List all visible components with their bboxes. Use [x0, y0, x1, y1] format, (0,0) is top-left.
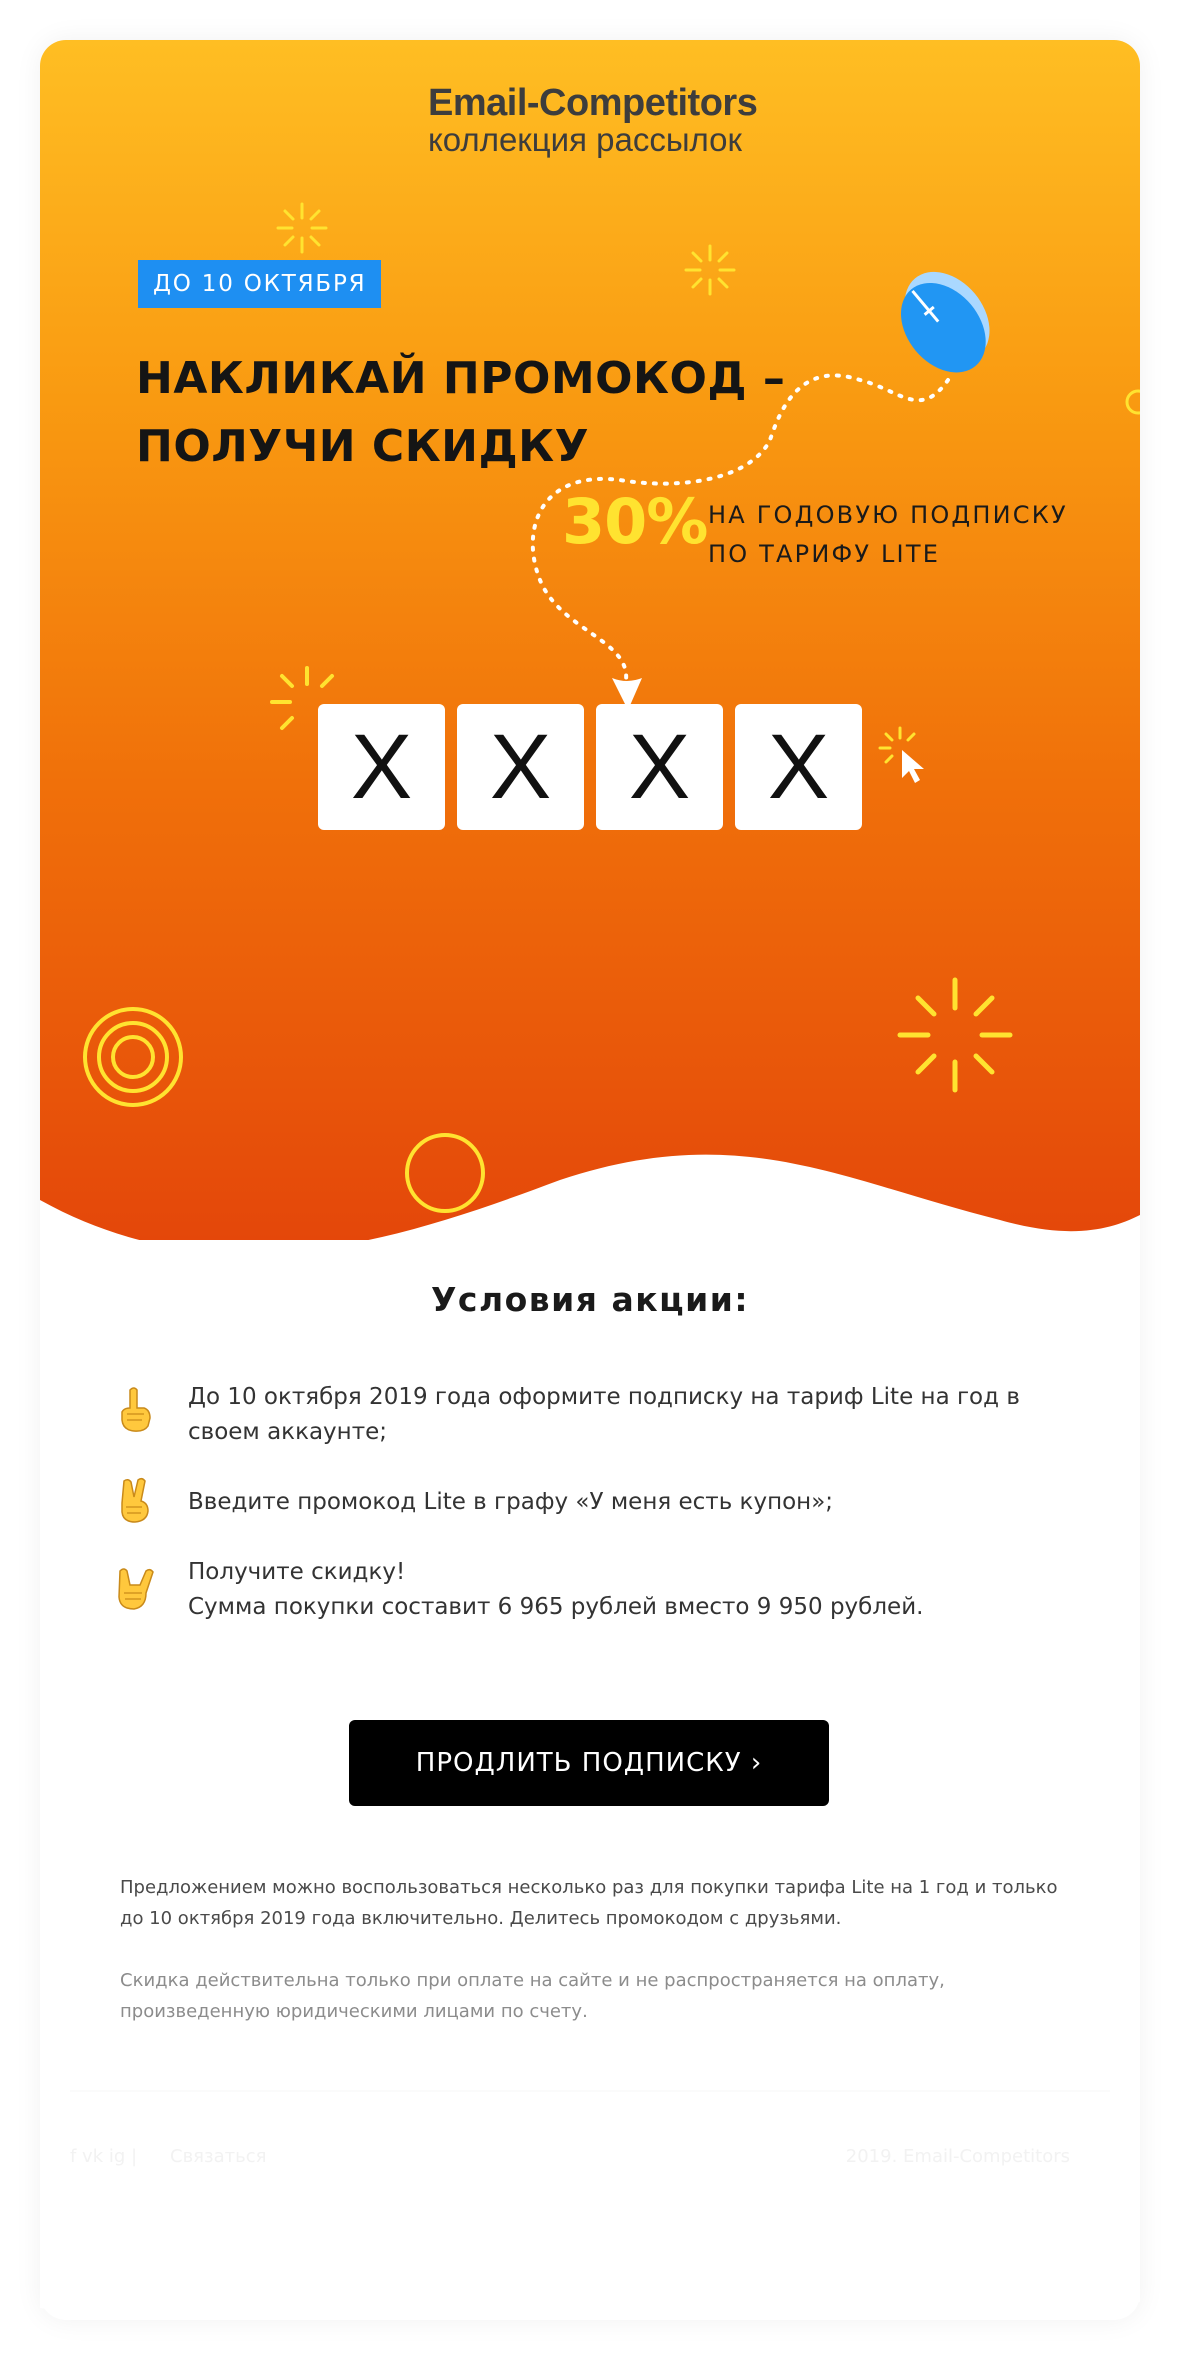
promo-code-box[interactable]: X: [735, 704, 862, 830]
conditions-title: Условия акции:: [430, 1280, 750, 1319]
brand-subtitle: коллекция рассылок: [428, 121, 742, 158]
victory-hand-icon: [110, 1475, 160, 1525]
headline-line-2: ПОЛУЧИ СКИДКУ: [136, 421, 590, 472]
horns-hand-icon: [110, 1563, 160, 1613]
discount-percent: 30%: [562, 485, 708, 558]
ring-icon: [1118, 382, 1140, 422]
hero-wave: [40, 1120, 1140, 1280]
headline-line-1: НАКЛИКАЙ ПРОМОКОД –: [136, 353, 786, 404]
promo-code-box[interactable]: X: [318, 704, 445, 830]
brand-title: Email-Competitors: [428, 82, 758, 124]
social-links[interactable]: f vk ig |: [70, 2146, 138, 2167]
brand-logo[interactable]: [428, 83, 757, 157]
discount-line-2: ПО ТАРИФУ LITE: [708, 540, 941, 568]
condition-line: Получите скидку!: [188, 1559, 406, 1585]
cursor-click-icon: [870, 720, 950, 800]
bottom-wave: [0, 2290, 1180, 2350]
promo-code-box[interactable]: X: [457, 704, 584, 830]
condition-line: своем аккаунте;: [188, 1419, 388, 1445]
promo-code-boxes: [318, 704, 862, 830]
hero-banner: [40, 40, 1140, 1240]
contacts-link[interactable]: Связаться: [170, 2146, 267, 2167]
note-line: произведенную юридическими лицами по счету.: [120, 2001, 588, 2022]
note-line: до 10 октября 2019 года включительно. Делитесь промокодом с друзьями.: [120, 1908, 842, 1929]
sparkle-icon: [680, 240, 740, 300]
copyright: 2019. Email-Competitors: [845, 2146, 1070, 2167]
computer-mouse-icon: [880, 260, 1010, 390]
condition-line: Введите промокод Lite в графу «У меня есть купон»;: [188, 1489, 834, 1515]
condition-text: [188, 1380, 1068, 1450]
burst-icon: [890, 970, 1020, 1100]
renew-subscription-button[interactable]: ПРОДЛИТЬ ПОДПИСКУ ›: [349, 1720, 829, 1806]
sparkle-icon: [272, 198, 332, 258]
note-line: Скидка действительна только при оплате на сайте и не распространяется на оплату,: [120, 1970, 945, 1991]
note-line: Предложением можно воспользоваться несколько раз для покупки тарифа Lite на 1 год и только: [120, 1877, 1058, 1898]
footer: [40, 2070, 1140, 2320]
condition-text: [188, 1485, 1068, 1520]
footer-divider: [70, 2090, 1110, 2092]
condition-text: [188, 1555, 1068, 1625]
email-card: [40, 40, 1140, 2320]
offer-note: [120, 1872, 1080, 1934]
condition-line: До 10 октября 2019 года оформите подписку на тариф Lite на год в: [188, 1384, 1020, 1410]
disclaimer-note: [120, 1965, 1080, 2027]
discount-line-1: НА ГОДОВУЮ ПОДПИСКУ: [708, 501, 1068, 529]
concentric-rings-icon: [78, 1002, 188, 1112]
date-badge: ДО 10 ОКТЯБРЯ: [138, 260, 381, 308]
condition-line: Сумма покупки составит 6 965 рублей вместо 9 950 рублей.: [188, 1594, 924, 1620]
promo-code-box[interactable]: X: [596, 704, 723, 830]
burst-icon: [262, 656, 352, 746]
pointing-up-hand-icon: [110, 1384, 160, 1434]
